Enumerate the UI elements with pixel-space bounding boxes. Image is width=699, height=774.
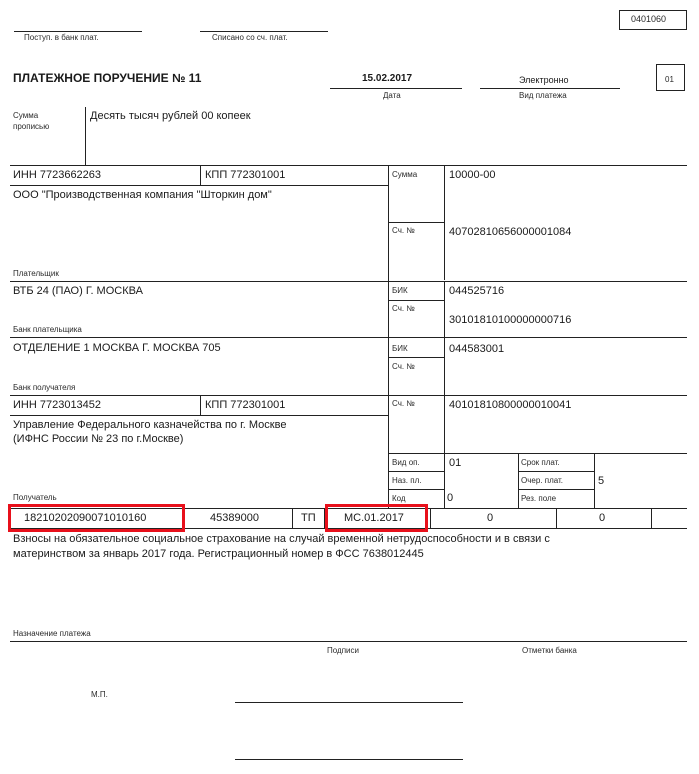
recipient-bank-label: Банк получателя: [13, 383, 76, 392]
signature-line-1: [235, 702, 463, 703]
payer-acc-label: Сч. №: [392, 226, 415, 235]
recipient-bank-bik-bottom: [388, 357, 444, 358]
payer-inn: ИНН 7723662263: [13, 169, 102, 181]
payer-name: ООО "Производственная компания "Шторкин дом": [13, 189, 272, 201]
payment-type-label: Вид платежа: [519, 91, 567, 100]
recipient-kpp: КПП 772301001: [205, 399, 286, 411]
debited-line: [200, 31, 328, 32]
tax-col-4: [430, 508, 431, 528]
recipient-bank-name: ОТДЕЛЕНИЕ 1 МОСКВА Г. МОСКВА 705: [13, 342, 221, 354]
form-code: 0401060: [631, 14, 667, 24]
doc-date-value: 0: [599, 512, 606, 524]
purpose-line1: Взносы на обязательное социальное страхование на случай временной нетрудоспособности и в связи с: [13, 533, 550, 545]
srok-divider: [518, 454, 519, 508]
date-value: 15.02.2017: [362, 73, 413, 84]
payer-bottom: [10, 281, 687, 282]
doc-number-value: 0: [487, 512, 494, 524]
kbk-value: 18210202090071010160: [24, 512, 147, 524]
recipient-inn-bottom: [10, 415, 388, 416]
recipient-bank-bottom: [10, 395, 687, 396]
ocher-label: Очер. плат.: [521, 476, 564, 485]
amount-words-label: Сумма прописью: [13, 111, 50, 131]
payer-bank-bik-bottom: [388, 300, 444, 301]
codes-top: [444, 453, 687, 454]
stamp-label: М.П.: [91, 690, 108, 699]
recipient-bank-corr-label: Сч. №: [392, 362, 415, 371]
recipient-acc-label: Сч. №: [392, 399, 415, 408]
ocher-bottom: [518, 489, 594, 490]
payer-bank-bottom: [10, 337, 687, 338]
received-label: Поступ. в банк плат.: [24, 33, 99, 42]
payer-label: Плательщик: [13, 269, 59, 278]
vid-op-label: Вид оп.: [392, 458, 420, 467]
payer-bank-bik-label: БИК: [392, 286, 408, 295]
purpose-bottom: [10, 641, 687, 642]
payer-bank-corr-label: Сч. №: [392, 304, 415, 313]
recipient-label: Получатель: [13, 493, 57, 502]
oktmo-value: 45389000: [210, 512, 259, 524]
date-line: [330, 88, 462, 89]
vid-op-value: 01: [449, 457, 462, 469]
signatures-label: Подписи: [327, 646, 359, 655]
payer-bank-corr: 30101810100000000716: [449, 314, 572, 326]
recipient-inn-kpp-divider: [200, 396, 201, 415]
sum-value: 10000-00: [449, 169, 496, 181]
right-col-divider-1: [388, 166, 389, 508]
purpose-label: Назначение платежа: [13, 629, 91, 638]
recipient-name-line2: (ИФНС России № 23 по г.Москве): [13, 433, 184, 445]
right-col-divider-3: [444, 282, 445, 508]
ocher-value: 5: [598, 475, 605, 487]
recipient-inn: ИНН 7723013452: [13, 399, 102, 411]
rez-label: Рез. поле: [521, 494, 557, 503]
payer-bank-label: Банк плательщика: [13, 325, 82, 334]
srok-divider-right: [594, 454, 595, 508]
period-value: МС.01.2017: [344, 512, 404, 524]
amount-words-bottom: [10, 165, 687, 166]
status-code: 01: [665, 75, 674, 84]
vid-op-bottom: [388, 471, 444, 472]
payment-type-line: [480, 88, 620, 89]
recipient-bank-bik: 044583001: [449, 343, 505, 355]
sum-label: Сумма: [392, 170, 418, 179]
signature-line-2: [235, 759, 463, 760]
amount-words-value: Десять тысяч рублей 00 копеек: [90, 110, 251, 122]
recipient-acc-value: 40101810800000010041: [449, 399, 572, 411]
payer-kpp: КПП 772301001: [205, 169, 286, 181]
received-line: [14, 31, 142, 32]
kod-value: 0: [447, 492, 454, 504]
srok-label: Срок плат.: [521, 458, 560, 467]
naz-pl-bottom: [388, 489, 444, 490]
basis-value: ТП: [301, 512, 316, 524]
recipient-acc-bottom: [388, 453, 444, 454]
tax-col-5: [556, 508, 557, 528]
naz-pl-label: Наз. пл.: [392, 476, 422, 485]
recipient-bank-bik-label: БИК: [392, 344, 408, 353]
tax-col-2: [292, 508, 293, 528]
kbk-highlight: [8, 504, 185, 532]
right-col-divider-2: [444, 166, 445, 280]
debited-label: Списано со сч. плат.: [212, 33, 288, 42]
sum-bottom: [388, 222, 444, 223]
kod-label: Код: [392, 494, 406, 503]
inn-kpp-divider: [200, 166, 201, 185]
period-highlight: [325, 504, 428, 532]
payer-inn-bottom: [10, 185, 388, 186]
bank-marks-label: Отметки банка: [522, 646, 577, 655]
tax-col-6: [651, 508, 652, 528]
payer-acc-value: 40702810656000001084: [449, 226, 572, 238]
amount-words-divider: [85, 107, 86, 165]
srok-bottom: [518, 471, 594, 472]
page-title: ПЛАТЕЖНОЕ ПОРУЧЕНИЕ № 11: [13, 71, 202, 85]
payer-bank-name: ВТБ 24 (ПАО) Г. МОСКВА: [13, 285, 143, 297]
payment-type-value: Электронно: [519, 75, 569, 85]
purpose-line2: материнством за январь 2017 года. Регистрационный номер в ФСС 7638012445: [13, 548, 424, 560]
payer-bank-bik: 044525716: [449, 285, 505, 297]
date-label: Дата: [383, 91, 401, 100]
recipient-name-line1: Управление Федерального казначейства по г. Москве: [13, 419, 287, 431]
